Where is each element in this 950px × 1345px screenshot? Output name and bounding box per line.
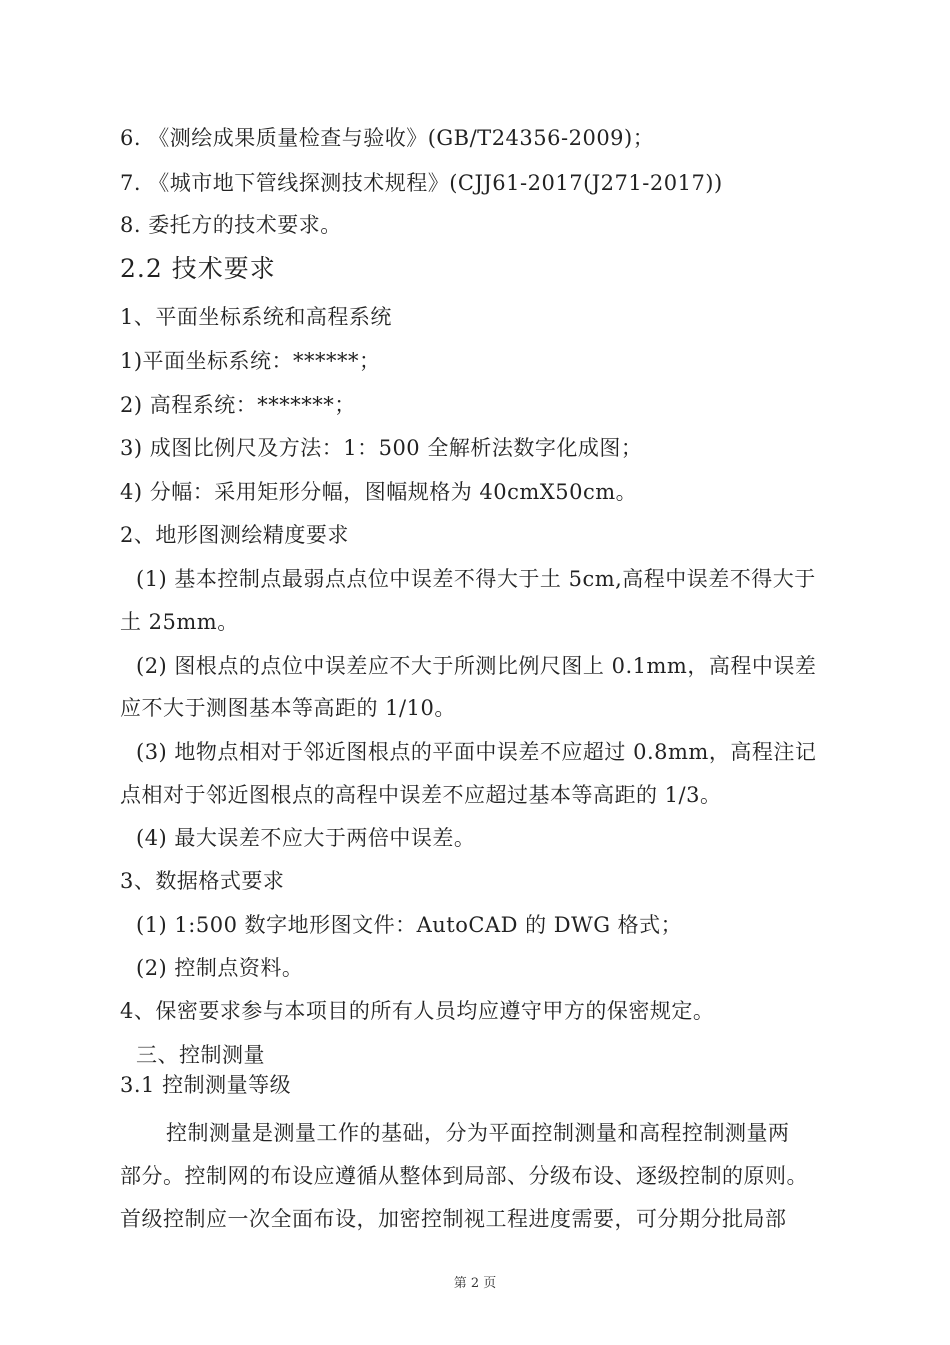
section-heading-3: 三、控制测量: [136, 1043, 265, 1067]
section-heading-2-2: 2.2 技术要求: [120, 254, 276, 283]
subsection-confidentiality: 4、保密要求参与本项目的所有人员均应遵守甲方的保密规定。: [120, 999, 715, 1023]
accuracy-item-2: (2) 图根点的点位中误差应不大于所测比例尺图上 0.1mm，高程中误差: [136, 654, 817, 678]
page-number: 第 2 页: [453, 1276, 497, 1291]
accuracy-item-3: (3) 地物点相对于邻近图根点的平面中误差不应超过 0.8mm，高程注记: [136, 740, 817, 764]
paragraph-line-1: 控制测量是测量工作的基础，分为平面控制测量和高程控制测量两: [166, 1121, 790, 1145]
reference-item-6: 6. 《测绘成果质量检查与验收》(GB/T24356-2009)；: [120, 126, 655, 150]
subsection-data-format: 3、数据格式要求: [120, 869, 285, 893]
subsection-coordinate-system: 1、平面坐标系统和高程系统: [120, 305, 392, 329]
item-sheet-division: 4) 分幅：采用矩形分幅，图幅规格为 40cmX50cm。: [120, 480, 638, 504]
paragraph-line-2: 部分。控制网的布设应遵循从整体到局部、分级布设、逐级控制的原则。: [120, 1164, 808, 1188]
section-heading-3-1: 3.1 控制测量等级: [120, 1073, 292, 1097]
accuracy-item-3-cont: 点相对于邻近图根点的高程中误差不应超过基本等高距的 1/3。: [120, 783, 722, 807]
accuracy-item-1: (1) 基本控制点最弱点点位中误差不得大于土 5cm,高程中误差不得大于: [136, 567, 816, 591]
accuracy-item-4: (4) 最大误差不应大于两倍中误差。: [136, 826, 476, 850]
item-map-scale: 3) 成图比例尺及方法：1：500 全解析法数字化成图；: [120, 436, 643, 460]
accuracy-item-2-cont: 应不大于测图基本等高距的 1/10。: [120, 696, 456, 720]
reference-item-7: 7. 《城市地下管线探测技术规程》(CJJ61-2017(J271-2017)): [120, 171, 723, 195]
reference-item-8: 8. 委托方的技术要求。: [120, 213, 342, 237]
format-item-1: (1) 1:500 数字地形图文件：AutoCAD 的 DWG 格式；: [136, 913, 683, 937]
accuracy-item-1-cont: 土 25mm。: [120, 610, 239, 634]
item-plane-coordinate: 1)平面坐标系统：******；: [120, 349, 381, 373]
paragraph-line-3: 首级控制应一次全面布设，加密控制视工程进度需要，可分期分批局部: [120, 1207, 787, 1231]
format-item-2: (2) 控制点资料。: [136, 956, 304, 980]
subsection-accuracy: 2、地形图测绘精度要求: [120, 523, 349, 547]
item-elevation-system: 2) 高程系统：*******；: [120, 393, 356, 417]
